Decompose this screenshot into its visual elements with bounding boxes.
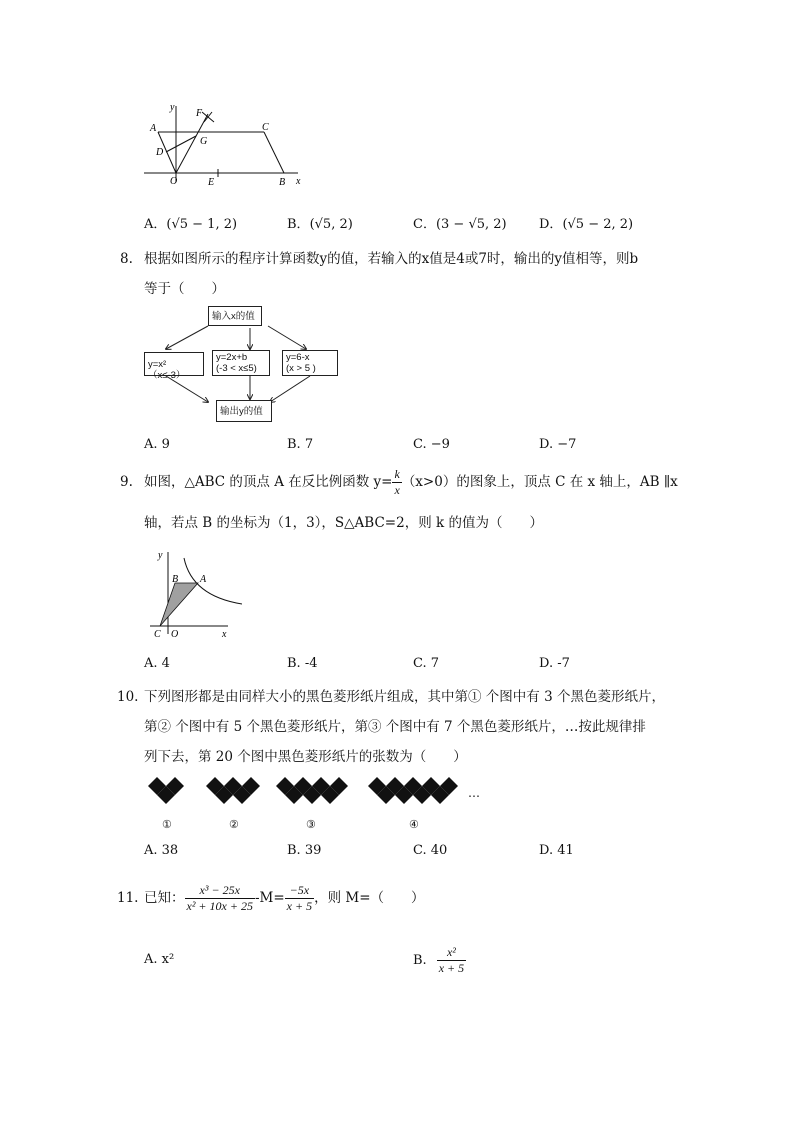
- q9-label-A: A: [200, 574, 207, 585]
- q10-rhombus-figures: [140, 772, 490, 816]
- q11-fraction-1: $\frac{\text{x³ − 25x}}{\text{x² + 10x + 25}}$: [186, 882, 253, 913]
- q7-label-F: F: [196, 108, 203, 119]
- q11-fraction-2: $\frac{-5x}{x + 5}$: [286, 882, 313, 913]
- q7-label-x: x: [296, 176, 301, 187]
- q8-option-d[interactable]: D. −7: [539, 437, 577, 452]
- q7-label-A: A: [150, 123, 157, 134]
- q11-option-b[interactable]: B. $\frac{\text{x²}}{x + 5}$: [413, 944, 465, 975]
- q7-segment-CB: [264, 132, 284, 173]
- q9-option-c[interactable]: C. 7: [413, 656, 440, 671]
- q10-stem-line3: 列下去，第 20 个图中黑色菱形纸片的张数为（ ）: [144, 749, 467, 765]
- q7-label-E: E: [208, 177, 215, 188]
- q10-option-a[interactable]: A. 38: [144, 843, 179, 858]
- q8-number: 8.: [120, 251, 133, 267]
- q8-flow-output-box: 输出y的值: [216, 400, 272, 422]
- q8-flow-right-box: y=6-x (x > 5 ): [282, 350, 338, 376]
- q10-number: 10.: [117, 689, 139, 705]
- q9-number: 9.: [120, 474, 133, 490]
- q7-option-d[interactable]: D．(√5 − 2, 2): [539, 217, 634, 232]
- q9-label-C: C: [154, 629, 161, 640]
- q9-label-B: B: [172, 574, 179, 585]
- q9-hyperbola: [184, 558, 242, 604]
- q9-stem-line2: 轴，若点 B 的坐标为（1，3），S△ABC=2，则 k 的值为（ ）: [144, 515, 543, 531]
- q9-stem-line1: 如图，△ABC 的顶点 A 在反比例函数 y= $\frac{k}{x}$ （x>0）的图象上，顶点 C 在 x 轴上，AB ∥x: [144, 466, 678, 497]
- q8-stem-line2: 等于（ ）: [144, 281, 225, 297]
- q7-label-C: C: [262, 122, 269, 133]
- q7-label-O: O: [170, 176, 178, 187]
- q8-stem-line1: 根据如图所示的程序计算函数y的值，若输入的x值是4或7时，输出的y值相等，则b: [144, 251, 639, 267]
- q7-option-c[interactable]: C．(3 − √5, 2): [413, 217, 507, 232]
- q11-option-b-fraction: $\frac{\text{x²}}{x + 5}$: [438, 944, 465, 975]
- q10-option-c[interactable]: C. 40: [413, 843, 448, 858]
- q9-fraction-k-over-x: $\frac{k}{x}$: [394, 466, 400, 497]
- q10-fig-label-2: ②: [229, 818, 239, 831]
- q7-arc-mark: [202, 112, 214, 122]
- q9-label-y: y: [158, 550, 163, 561]
- q11-option-a[interactable]: A. x²: [144, 952, 175, 967]
- q10-fig-label-3: ③: [306, 818, 316, 831]
- q7-label-D: D: [156, 147, 164, 158]
- q9-triangle-ABC: [160, 583, 198, 626]
- q7-label-y: y: [170, 102, 175, 113]
- q11-stem: 已知： $\frac{\text{x³ − 25x}}{\text{x² + 10x + 25}}$ -M= $\frac{-5x}{x + 5}$ ，则 M=（ ）: [144, 882, 425, 913]
- q10-ellipsis: …: [468, 786, 480, 800]
- q10-option-b[interactable]: B. 39: [287, 843, 322, 858]
- q8-option-b[interactable]: B. 7: [287, 437, 314, 452]
- q8-flow-input-box: 输入x的值: [208, 306, 262, 326]
- q7-option-a[interactable]: A．(√5 − 1, 2): [144, 217, 238, 232]
- q9-label-O: O: [171, 629, 179, 640]
- q7-label-G: G: [200, 136, 208, 147]
- q8-flow-left-box: y=x² （x≤-3）: [144, 352, 204, 376]
- q9-option-d[interactable]: D. -7: [539, 656, 570, 671]
- q7-figure: [140, 100, 310, 192]
- q10-stem-line2: 第② 个图中有 5 个黑色菱形纸片，第③ 个图中有 7 个黑色菱形纸片，…按此规律排: [144, 719, 646, 735]
- q10-stem-line1: 下列图形都是由同样大小的黑色菱形纸片组成，其中第① 个图中有 3 个黑色菱形纸片，: [144, 689, 665, 705]
- q9-option-a[interactable]: A. 4: [144, 656, 170, 671]
- q9-label-x: x: [222, 629, 227, 640]
- q10-fig-label-4: ④: [409, 818, 419, 831]
- q8-option-c[interactable]: C. −9: [413, 437, 450, 452]
- q8-flow-mid-box: y=2x+b (-3 < x≤5): [212, 350, 270, 376]
- q9-option-b[interactable]: B. -4: [287, 656, 318, 671]
- q11-number: 11.: [117, 890, 139, 906]
- q7-option-b[interactable]: B．(√5, 2): [287, 217, 353, 232]
- q10-option-d[interactable]: D. 41: [539, 843, 574, 858]
- q9-figure: [146, 546, 242, 640]
- q7-label-B: B: [279, 177, 286, 188]
- q10-fig-label-1: ①: [162, 818, 172, 831]
- q8-option-a[interactable]: A. 9: [144, 437, 170, 452]
